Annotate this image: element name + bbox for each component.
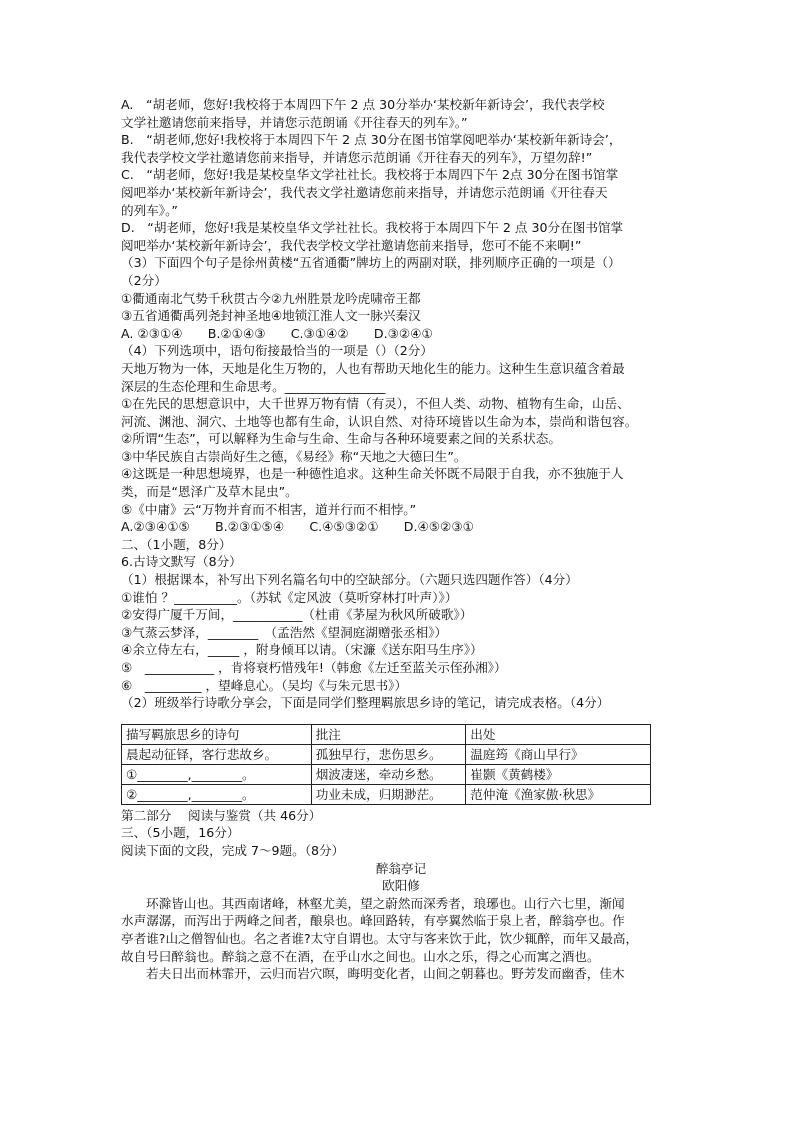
text-line: 类，而是“恩泽广及草木昆虫”。 [121, 484, 298, 500]
text-line: 天地万物为一体，天地是化生万物的，人也有帮助天地化生的能力。这种生生意识蕴含着最 [121, 360, 625, 376]
text-line: 的列车》。” [121, 202, 178, 218]
text-line: （3）下面四个句子是徐州黄楼“五省通衢”牌坊上的两副对联，排列顺序正确的一项是（） [121, 255, 621, 271]
table-header-cell: 出处 [466, 724, 651, 744]
text-line: 我代表学校文学社邀请您前来指导，并请您示范朗诵《开往春天的列车》，万望勿辞!” [121, 149, 593, 165]
essay-line: 环滁皆山也。其西南诸峰，林壑尤美，望之蔚然而深秀者，琅琊也。山行六七里，渐闻 [146, 895, 625, 911]
text-line: 阅吧举办‘某校新年新诗会’，我代表学校文学社邀请您前来指导，您可不能不来啊!” [121, 237, 582, 253]
text-line: 阅吧举办‘某校新年新诗会’，我代表文学社邀请您前来指导，并请您示范朗诵《开往春天 [121, 184, 608, 200]
text-line: ⑥ _________ ，望峰息心。（吴均《与朱元思书》） [121, 677, 408, 693]
table-cell-blank[interactable]: ①________,________。 [122, 764, 312, 784]
table-row [122, 744, 651, 764]
part2-heading: 第二部分 阅读与鉴赏（共 46分） [121, 807, 322, 823]
poetry-notes-table [121, 724, 651, 805]
reading-intro: 阅读下面的文段，完成 7～9题。（8分） [121, 842, 345, 858]
text-line: ⑤ ___________ ，肯将衰朽惜残年!（韩愈《左迁至蓝关示侄孙湘》） [121, 660, 507, 675]
essay-line: 水声潺潺，而泻出于两峰之间者，酿泉也。峰回路转，有亭翼然临于泉上者，醉翁亭也。作 [121, 913, 625, 929]
question-block [121, 96, 681, 712]
text-line: （4）下列选项中，语句衔接最恰当的一项是（）（2分） [121, 343, 433, 359]
table-header-cell: 批注 [311, 724, 466, 744]
essay-body [121, 895, 681, 983]
text-line: B. “胡老师,您好!我校将于本周四下午 2 点 30分在图书馆掌阅吧举办‘某校新年新诗会’， [121, 132, 622, 148]
text-line: ③五省通衢禹列尧封神圣地④地锁江淮人文一脉兴秦汉 [121, 308, 421, 324]
text-line: D. “胡老师，您好!我是某校皇华文学社社长。我校将于本周四下午 2 点 30分在图书馆掌 [121, 220, 624, 236]
essay-title: 醉翁亭记 [375, 860, 427, 876]
text-line: 文学社邀请您前来指导，并请您示范朗诵《开往春天的列车》。” [121, 114, 468, 130]
text-line: 河流、渊池、洞穴、土地等也都有生命，认识自然、对待环境皆以生命为本，崇尚和谐包容。 [121, 413, 638, 429]
text-line: ④这既是一种思想境界，也是一种德性追求。这种生命关怀既不局限于自我，亦不独施于人 [121, 466, 624, 482]
text-line: ①谁怕 ？__________。（苏轼《定风波（莫听穿林打叶声）》） [121, 589, 458, 605]
text-line: 6.古诗文默写（8分） [121, 554, 242, 570]
table-cell: 崔颢《黄鹤楼》 [466, 764, 651, 784]
section3-heading: 三、（5小题，16分） [121, 825, 240, 841]
text-line: ①衢通南北气势千秋贯古今②九州胜景龙吟虎啸帝王都 [121, 290, 421, 306]
text-line: 深层的生态伦理和生命思考。________________ [121, 378, 386, 394]
text-line: A. “胡老师，您好!我校将于本周四下午 2 点 30分举办‘某校新年新诗会’，我代表学校 [121, 97, 605, 112]
text-line: C. “胡老师，您好!我是某校皇华文学社社长。我校将于本周四下午 2点 30分在图书馆掌 [121, 167, 619, 183]
essay-line: 亭者谁?山之僧智仙也。名之者谁?太守自谓也。太守与客来饮于此，饮少辄醉，而年又最高， [121, 930, 639, 946]
essay-author: 欧阳修 [382, 878, 420, 894]
table-cell: 温庭筠《商山早行》 [466, 744, 651, 764]
table-header-cell: 描写羁旅思乡的诗句 [122, 724, 312, 744]
text-line: 二、（1小题，8分） [121, 536, 232, 552]
text-line: ②所谓“生态”，可以解释为生命与生命、生命与各种环境要素之间的关系状态。 [121, 431, 561, 447]
text-line: （1）根据课本，补写出下列名篇名句中的空缺部分。（六题只选四题作答）（4分） [121, 572, 578, 588]
table-row [122, 784, 651, 804]
text-line: ②安得广厦千万间，___________（杜甫《茅屋为秋风所破歌》） [121, 607, 473, 623]
text-line: ④余立侍左右，_____ ，附身倾耳以请。（宋濂《送东阳马生序》） [121, 642, 483, 658]
text-line: ①在先民的思想意识中，大千世界万物有情（有灵），不但人类、动物、植物有生命，山岳、 [121, 396, 630, 412]
text-line: A.②③④①⑤ B.②③①⑤④ C.④⑤③②① D.④⑤②③① [121, 519, 474, 535]
exam-content [121, 96, 681, 983]
table-row [122, 764, 651, 784]
table-cell: 功业未成，归期渺茫。 [311, 784, 466, 804]
text-line: （2）班级举行诗歌分享会，下面是同学们整理羁旅思乡诗的笔记，请完成表格。（4分） [121, 695, 610, 711]
table-cell-blank[interactable]: ②________,________。 [122, 784, 312, 804]
text-line: ③中华民族自古崇尚好生之德，《易经》称“天地之大德曰生”。 [121, 448, 467, 464]
table-cell: 烟波凄迷，牵动乡愁。 [311, 764, 466, 784]
text-line: ③气蒸云梦泽，________ （孟浩然《望洞庭湖赠张丞相》） [121, 624, 448, 640]
table-cell: 范仲淹《渔家傲·秋思》 [466, 784, 651, 804]
table-header-row [122, 724, 651, 744]
table-cell: 晨起动征铎，客行悲故乡。 [122, 744, 312, 764]
text-line: （2分） [121, 272, 167, 288]
table-cell: 孤独早行，悲伤思乡。 [311, 744, 466, 764]
text-line: ⑤《中庸》云“万物并育而不相害，道并行而不相悖。” [121, 501, 417, 517]
essay-line: 若夫日出而林霏开，云归而岩穴暝，晦明变化者，山间之朝暮也。野芳发而幽香，佳木 [146, 966, 625, 982]
text-line: A. ②③①④ B.②①④③ C.③①④② D.③②④① [121, 325, 433, 341]
essay-line: 故自号曰醉翁也。醉翁之意不在酒，在乎山水之间也。山水之乐，得之心而寓之酒也。 [121, 948, 600, 964]
